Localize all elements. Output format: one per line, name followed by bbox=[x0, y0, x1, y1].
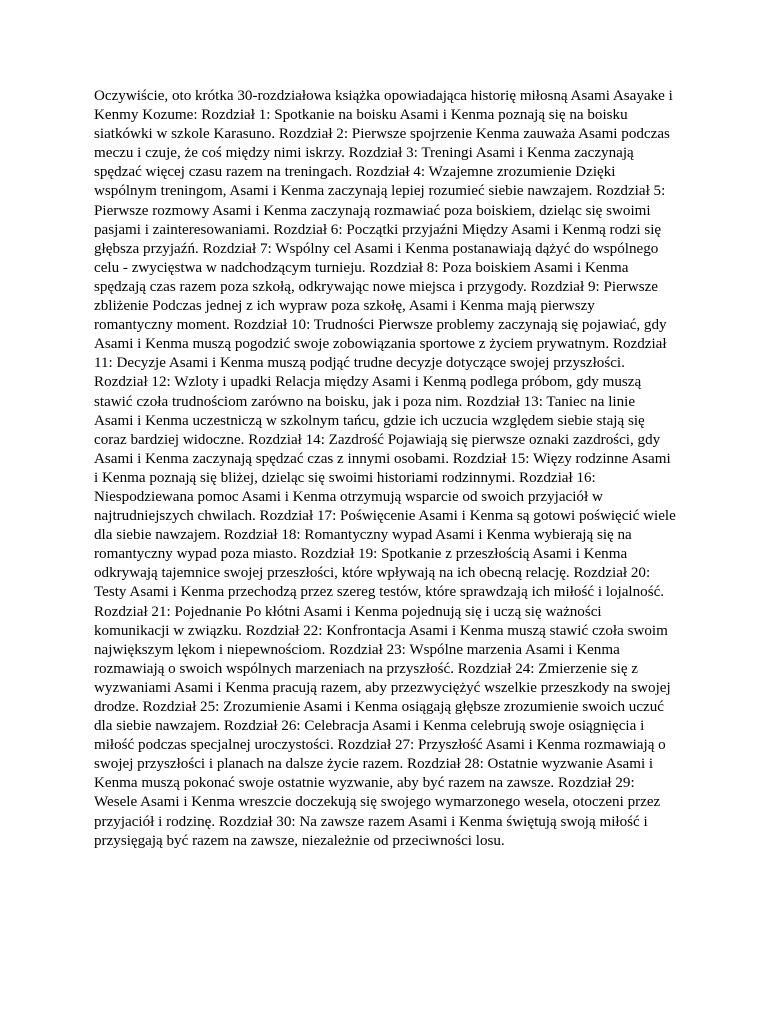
body-paragraph: Oczywiście, oto krótka 30-rozdziałowa książka opowiadająca historię miłosną Asami Asayake i Kenmy Kozume: Rozdział 1: Spotkanie na boisku Asami i Kenma poznają się na boisku siatkówki w szkole Karasuno. Rozdział 2: Pierwsze spojrzenie Kenma zauważa Asami podczas meczu i czuje, że coś między nimi iskrzy. Rozdział 3: Treningi Asami i Kenma zaczynają spędzać więcej czasu razem na treningach. Rozdział 4: Wzajemne zrozumienie Dzięki wspólnym treningom, Asami i Kenma zaczynają lepiej rozumieć siebie nawzajem. Rozdział 5: Pierwsze rozmowy Asami i Kenma zaczynają rozmawiać poza boiskiem, dzieląc się swoimi pasjami i zainteresowaniami. Rozdział 6: Początki przyjaźni Między Asami i Kenmą rodzi się głębsza przyjaźń. Rozdział 7: Wspólny cel Asami i Kenma postanawiają dążyć do wspólnego celu - zwycięstwa w nadchodzącym turnieju. Rozdział 8: Poza boiskiem Asami i Kenma spędzają czas razem poza szkołą, odkrywając nowe miejsca i przygody. Rozdział 9: Pierwsze zbliżenie Podczas jednej z ich wypraw poza szkołę, Asami i Kenma mają pierwszy romantyczny moment. Rozdział 10: Trudności Pierwsze problemy zaczynają się pojawiać, gdy Asami i Kenma muszą pogodzić swoje zobowiązania sportowe z życiem prywatnym. Rozdział 11: Decyzje Asami i Kenma muszą podjąć trudne decyzje dotyczące swojej przyszłości. Rozdział 12: Wzloty i upadki Relacja między Asami i Kenmą podlega próbom, gdy muszą stawić czoła trudnościom zarówno na boisku, jak i poza nim. Rozdział 13: Taniec na linie Asami i Kenma uczestniczą w szkolnym tańcu, gdzie ich uczucia względem siebie stają się coraz bardziej widoczne. Rozdział 14: Zazdrość Pojawiają się pierwsze oznaki zazdrości, gdy Asami i Kenma zaczynają spędzać czas z innymi osobami. Rozdział 15: Więzy rodzinne Asami i Kenma poznają się bliżej, dzieląc się swoimi historiami rodzinnymi. Rozdział 16: Niespodziewana pomoc Asami i Kenma otrzymują wsparcie od swoich przyjaciół w najtrudniejszych chwilach. Rozdział 17: Poświęcenie Asami i Kenma są gotowi poświęcić wiele dla siebie nawzajem. Rozdział 18: Romantyczny wypad Asami i Kenma wybierają się na romantyczny wypad poza miasto. Rozdział 19: Spotkanie z przeszłością Asami i Kenma odkrywają tajemnice swojej przeszłości, które wpływają na ich obecną relację. Rozdział 20: Testy Asami i Kenma przechodzą przez szereg testów, które sprawdzają ich miłość i lojalność. Rozdział 21: Pojednanie Po kłótni Asami i Kenma pojednują się i uczą się ważności komunikacji w związku. Rozdział 22: Konfrontacja Asami i Kenma muszą stawić czoła swoim największym lękom i niepewnościom. Rozdział 23: Wspólne marzenia Asami i Kenma rozmawiają o swoich wspólnych marzeniach na przyszłość. Rozdział 24: Zmierzenie się z wyzwaniami Asami i Kenma pracują razem, aby przezwyciężyć wszelkie przeszkody na swojej drodze. Rozdział 25: Zrozumienie Asami i Kenma osiągają głębsze zrozumienie swoich uczuć dla siebie nawzajem. Rozdział 26: Celebracja Asami i Kenma celebrują swoje osiągnięcia i miłość podczas specjalnej uroczystości. Rozdział 27: Przyszłość Asami i Kenma rozmawiają o swojej przyszłości i planach na dalsze życie razem. Rozdział 28: Ostatnie wyzwanie Asami i Kenma muszą pokonać swoje ostatnie wyzwanie, aby być razem na zawsze. Rozdział 29: Wesele Asami i Kenma wreszcie doczekują się swojego wymarzonego wesela, otoczeni przez przyjaciół i rodzinę. Rozdział 30: Na zawsze razem Asami i Kenma świętują swoją miłość i przysięgają być razem na zawsze, niezależnie od przeciwności losu. bbox=[94, 88, 676, 849]
